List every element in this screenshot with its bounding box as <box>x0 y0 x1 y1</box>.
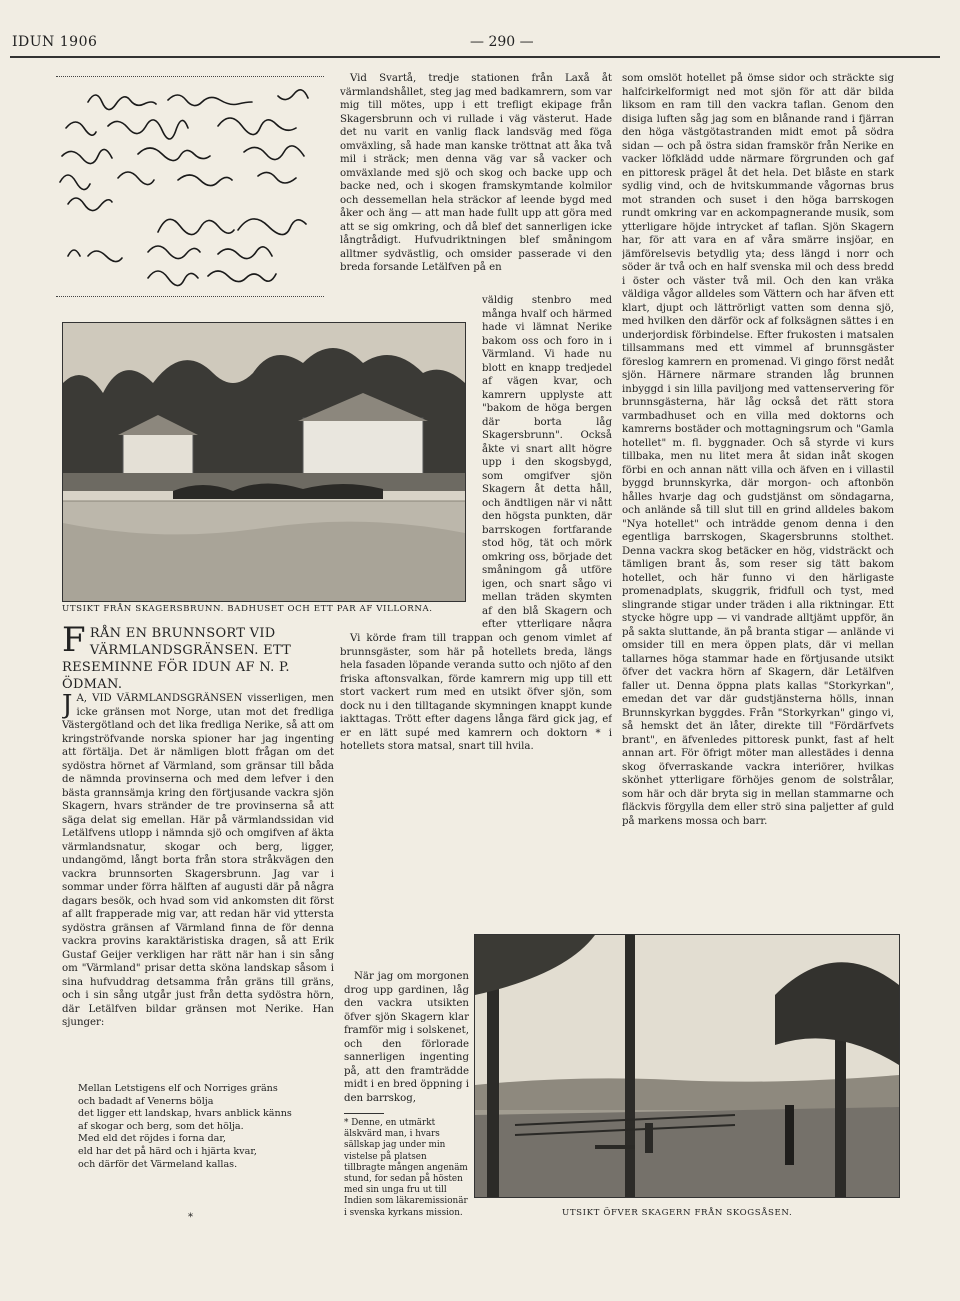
drop-cap: J <box>62 692 73 720</box>
poem-line: Med eld det röjdes i forna dar, <box>78 1133 226 1145</box>
poem-geijer <box>78 1083 338 1171</box>
poem-line: och badadt af Venerns bölja <box>78 1095 214 1107</box>
title-text: RÅN EN BRUNNSORT VID VÄRMLANDSGRÄNSEN. ETT RESEMINNE FÖR IDUN AF N. P. ÖDMAN. <box>62 626 292 692</box>
header-rule <box>10 56 940 58</box>
column-2-paragraph-1: Vid Svartå, tredje stationen från Laxå åt värmlandshållet, steg jag med badkamrern, som var mig till mötes, upp i ett trefligt ekipage från Skagersbrunn och vi rullade i väg västerut. Hade det nu varit en vanlig flack landsväg med föga omväxling, så hade man kanske tröttnat att åka två mil i sträck; men denna väg var så vacker och omväxlande med sjö och skog och backe upp och backe ned, och i skogen framskymtande kolmilor och dessemellan hela sträckor af leende bygd med åker och äng — att man hade fullt upp att göra med att se sig omkring, och då blef det sannerligen icke långtrådigt. Hufvudriktningen blef småningom alltmer sydvästlig, och omsider passerade vi den breda forsande Letälfven på en <box>340 73 612 273</box>
photo1-caption: UTSIKT FRÅN SKAGERSBRUNN. BADHUSET OCH ETT PAR AF VILLORNA. <box>62 604 433 614</box>
poem-line: eld har det på härd och i hjärta kvar, <box>78 1145 257 1157</box>
column-2-paragraph-3: Vi körde fram till trappan och genom vimlet af brunnsgäster, som här på hotellets breda, längs hela fasaden löpande veranda sutto och njöto af den friska aftonsvalkan, förde kamrern mig upp till ett stort vackert rum med en utsikt öfver sjön, som dock nu i den tilltagande skymningen knappt kunde iakttagas. Trött efter dagens långa färd gick jag, ef er en lätt supé med kamrern och doktorn * i hotellets stora matsal, snart till hvila. <box>340 633 612 752</box>
column-2-paragraph-4: När jag om morgonen drog upp gardinen, låg den vackra utsikten öfver sjön Skagern klar framför mig i solskenet, och den förlorade sannerligen ingenting på, att den framträdde midt i en bred öppning i den barrskog, <box>344 971 469 1104</box>
star-mark: * <box>188 1212 193 1223</box>
column-2-narrow <box>482 294 612 628</box>
footnote: * Denne, en utmärkt älskvärd man, i hvars sällskap jag under min vistelse på platsen tillbragte mången angenäm stund, for sedan på hösten med sin unga fru ut till Indien som läkaremissionär i svenska kyrkans mission. <box>344 1118 468 1218</box>
column-2-top <box>340 72 612 290</box>
column-1-text <box>62 692 334 1077</box>
dotted-rule-top <box>56 76 324 77</box>
handwritten-dedication <box>58 80 326 290</box>
column-1-body: A, VID VÄRMLANDSGRÄNSEN visserligen, men icke gränsen mot Norge, utan mot det fredliga Västergötland och det lika fredliga Nerike, så att om kringströfvande norska spioner har jag ingenting att förtälja. Det är nämligen blott frågan om det sydöstra hörnet af Värmland, som gränsar till båda de nämnda provinserna och med dem lefver i den bästa grannsämja kring den förtjusande vackra sjön Skagern, hvars stränder de tre provinserna så att säga delat sig emellan. Här på värmlandssidan vid Letälfvens utlopp i nämnda sjö och omgifven af äkta värmlandsnatur, skogar och berg, ligger, undangömd, långt borta från stora stråkvägen den vackra brunnsorten Skagersbrunn. Jag var i sommar under förra hälften af augusti där på några dagars besök, och hvad som vid ankomsten dit först af allt frapperade mig var, att redan här vid yttersta sydöstra gränsen af Värmland finna de för denna vackra provins karaktäristiska dragen, så att Erik Gustaf Geijer verkligen har rätt när han i sin sång om "Värmland" prisar detta sköna landskap såsom i sina hufvuddrag detsamma från gräns till gräns, och i sin sång utgår just från detta sydöstra hörn, där Letälfven bildar gränsen mot Nerike. Han sjunger: <box>62 693 334 1028</box>
badhuset-image <box>63 323 465 601</box>
title-initial: F <box>62 620 86 660</box>
column-3-body: som omslöt hotellet på ömse sidor och sträckte sig halfcirkelformigt ned mot sjön för att där bilda liksom en ram till den vackra taflan. Genom den disiga luften såg jag som en blånande rand i fjärran den höga västgötastranden midt emot på södra sidan — och på östra sidan framskör från Nerike en vacker löfklädd udde närmare förgrunden och gaf en pittoresk prägel åt det hela. Det blåste en stark sydlig vind, och de hvitskummande vågornas brus mot stranden och suset i den höga barrskogen rundt omkring var en ackompagnerande musik, som ytterligare höjde intrycket af taflan. Sjön Skagern har, för att vara en af våra smärre insjöar, en jämförelsevis betydlig yta; dess längd i norr och söder är två och en half svenska mil och dess bredd i öster och väster två mil. Och den kan vräka väldiga vågor alldeles som Vättern och har äfven ett klart, djupt och lättrörligt vatten som denna sjö, med hvilken den därför ock af folksägnen sättes i en underjordisk förbindelse. Efter frukosten i matsalen tillsammans med ett vimmel af brunnsgäster föreslog kamrern en promenad. Vi gingo först nedåt sjön. Härnere närmare stranden låg brunnen inbyggd i sin lilla paviljong med vattenservering för brunnsgästerna, här låg också det rätt stora varmbadhuset och en villa med doktorns och kamrerns bostäder och mottagningsrum och "Gamla hotellet" m. fl. byggnader. Och så styrde vi kurs tillbaka, men nu litet mera åt sidan inåt skogen förbi en och annan nätt villa och äfven en i villastil byggd brunnskyrka, där morgon- och aftonbön hålles hvarje dag och gudstjänst om söndagarna, och anlände så till slut till en grind alldeles bakom "Nya hotellet" och inträdde genom denna i den egentliga barrskogen, Skagersbrunns stolthet. Denna vackra skog betäcker en hög, vidsträckt och tämligen brant ås, som reser sig tätt bakom hotellet, och här funno vi den härligaste promenadplats, skuggrik, fridfull och tyst, med slingrande stigar under träden i alla riktningar. Ett stycke högre upp — vi vandrade alltjämt uppför, än på sakta sluttande, än på branta stigar — anlände vi omsider till en mera öppen plats, där vi mellan tallarnes höga stammar hade en förtjusande utsikt öfver det vackra hörn af Skagern, där Letälfven faller ut. Denna öppna plats kallas "Storkyrkan", emedan det var där gudstjänsterna hölls, innan Brunnskyrkan byggdes. Från "Storkyrkan" gingo vi, så hemskt det än låter, direkte till "Fördärfvets brant", en äfvenledes pittoresk punkt, fast af helt annan art. För öfrigt möter man allestädes i denna skog öfverraskande vackra interiörer, hvilkas skönhet ytterligare förhöjes genom de solstrålar, som här och där bryta sig in mellan stammarne och fläckvis förgylla dem eller strö sina paljetter af guld på markens mossa och barr. <box>622 73 894 827</box>
page-number: — 290 — <box>470 34 534 50</box>
poem-line: och därför det Värmeland kallas. <box>78 1158 238 1170</box>
photo-skagern-skogsasen <box>474 934 900 1198</box>
poem-line: af skogar och berg, som det hölja. <box>78 1120 244 1132</box>
column-3-text <box>622 72 894 930</box>
article-title <box>62 620 334 693</box>
magazine-header: IDUN 1906 <box>12 34 98 50</box>
photo2-caption: UTSIKT ÖFVER SKAGERN FRÅN SKOGSÅSEN. <box>562 1208 793 1218</box>
poem-line: Mellan Letstigens elf och Norriges gräns <box>78 1083 278 1094</box>
column-2-narrow-body: väldig stenbro med många hvalf och härmed hade vi lämnat Nerike bakom oss och foro in i Värmland. Vi hade nu blott en knapp tredjedel af vägen kvar, och kamrern upplyste att "bakom de höga bergen där borta låg Skagersbrunn". Också åkte vi snart allt högre upp i den skogsbygd, som omgifver sjön Skagern åt detta håll, och ändtligen när vi nått den högsta punkten, där barrskogen fortfarande stod hög, tät och mörk omkring oss, började det småningom gå utföre igen, och snart sågo vi mellan träden skymten af den blå Skagern och efter ytterligare några <box>482 295 612 628</box>
skogsasen-image <box>475 935 899 1197</box>
dotted-rule-bottom <box>56 296 324 297</box>
photo-skagersbrunn-badhuset <box>62 322 466 602</box>
footnote-rule <box>344 1113 384 1114</box>
column-2-middle <box>340 632 612 942</box>
poem-line: det ligger ett landskap, hvars anblick känns <box>78 1108 292 1120</box>
column-2-bottom <box>344 970 469 1110</box>
